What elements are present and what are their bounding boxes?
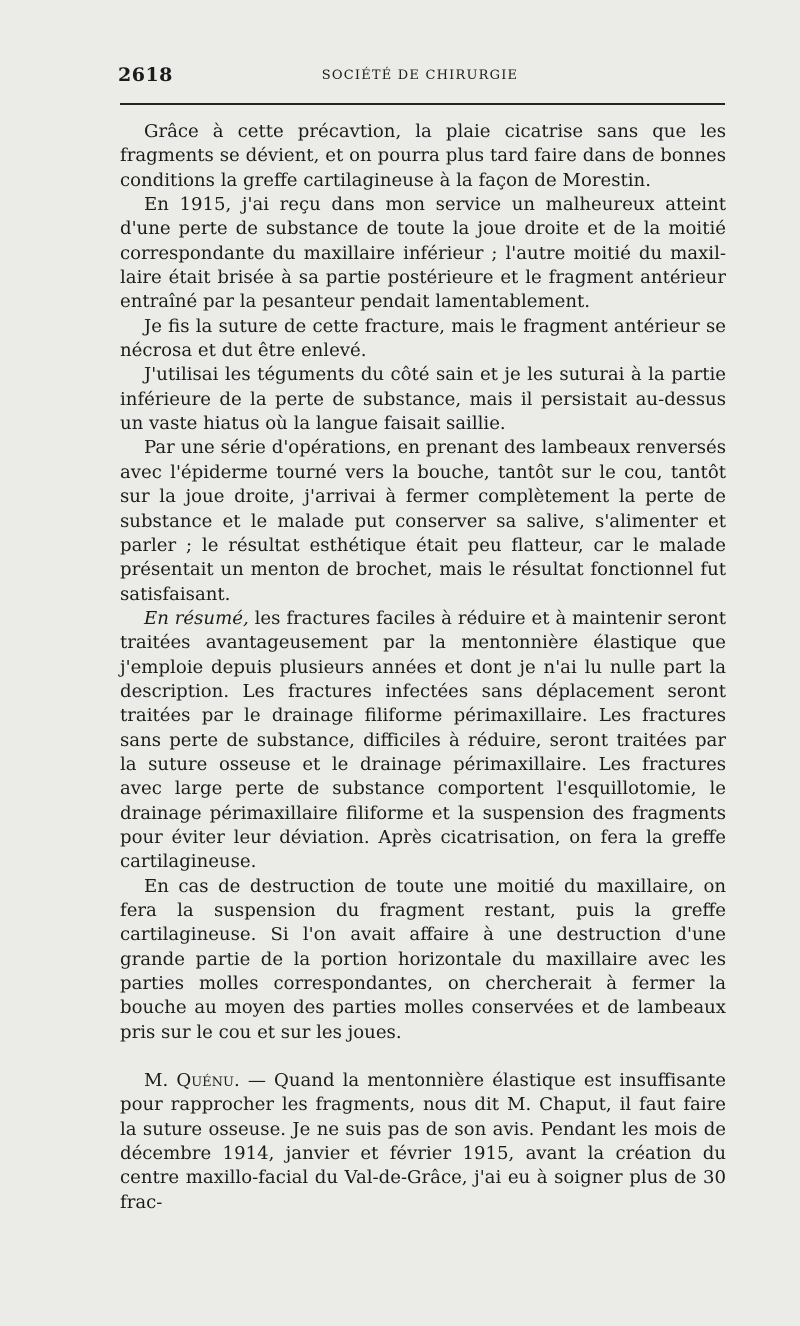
paragraph xyxy=(120,607,726,875)
paragraph-text: Grâce à cette précavtion, la plaie cicatrise sans que les fragments se dévient, et on pourra plus tard faire dans de bonnes conditions la greffe cartilagineuse à la façon de Morestin. xyxy=(120,121,726,191)
paragraph-text: Par une série d'opérations, en prenant des lambeaux renversés avec l'épiderme tourné vers la bouche, tantôt sur le cou, tantôt sur la joue droite, j'arrivai à fermer complètement la perte de substance et le malade put conserver sa salive, s'alimenter et parler ; le résultat esthétique était peu flatteur, car le malade présentait un menton de brochet, mais le résultat fonctionnel fut satisfaisant. xyxy=(120,437,726,605)
page-number: 2618 xyxy=(118,64,173,86)
paragraph-text: Je fis la suture de cette fracture, mais le fragment antérieur se nécrosa et dut être enlevé. xyxy=(120,315,726,362)
paragraph xyxy=(120,315,726,364)
paragraph xyxy=(120,193,726,315)
paragraph-text: En 1915, j'ai reçu dans mon service un malheureux atteint d'une perte de substance de toute la joue droite et de la moitié correspondante du maxillaire inférieur ; l'autre moitié du maxillaire était brisée à sa partie postérieure et le fragment antérieur entraîné par la pesanteur pendait lamentablement. xyxy=(120,194,726,313)
header-rule xyxy=(120,103,725,105)
paragraph-text: J'utilisai les téguments du côté sain et je les suturai à la partie inférieure de la perte de substance, mais il persistait au-dessus un vaste hiatus où la langue faisait saillie. xyxy=(120,364,726,435)
paragraph xyxy=(120,1069,726,1215)
paragraph-text: — Quand la mentonnière élastique est insuffisante pour rapprocher les fragments, nous dit M. Chaput, il faut faire la suture osseuse. Je ne suis pas de son avis. Pendant les mois de décembre 1914, janvier et février 1915, avant la création du centre maxillo-facial du Val-de-Grâce, j'ai eu à soigner plus de 30 frac- xyxy=(120,1070,726,1213)
running-title: SOCIÉTÉ DE CHIRURGIE xyxy=(321,68,519,83)
paragraph xyxy=(120,436,726,606)
paragraph-lead: En résumé, xyxy=(144,607,249,629)
paragraph xyxy=(120,363,726,436)
body-text xyxy=(120,120,726,1215)
paragraph-text: En cas de destruction de toute une moitié du maxillaire, on fera la suspension du fragment restant, puis la greffe cartilagineuse. Si l'on avait affaire à une destruction d'une grande partie de la portion horizontale du maxillaire avec les parties molles correspondantes, on chercherait à fermer la bouche au moyen des parties molles conservées et de lambeaux pris sur le cou et sur les joues. xyxy=(120,875,726,1043)
paragraph xyxy=(120,875,726,1045)
speaker-name: M. Quénu. xyxy=(144,1070,240,1092)
paragraph-text: les fractures faciles à réduire et à maintenir seront traitées avantageusement par la mentonnière élastique que j'emploie depuis plusieurs années et dont je n'ai lu nulle part la description. Les fractures infectées sans déplacement seront traitées par le drainage filiforme périmaxillaire. Les fractures sans perte de substance, difficiles à réduire, seront traitées par la suture osseuse et le drainage périmaxillaire. Les fractures avec large perte de substance comportent l'esquillotomie, le drainage périmaxillaire filiforme et la suspension des fragments pour éviter leur déviation. Après cicatrisation, on fera la greffe cartilagineuse. xyxy=(120,607,726,873)
paragraph xyxy=(120,120,726,193)
